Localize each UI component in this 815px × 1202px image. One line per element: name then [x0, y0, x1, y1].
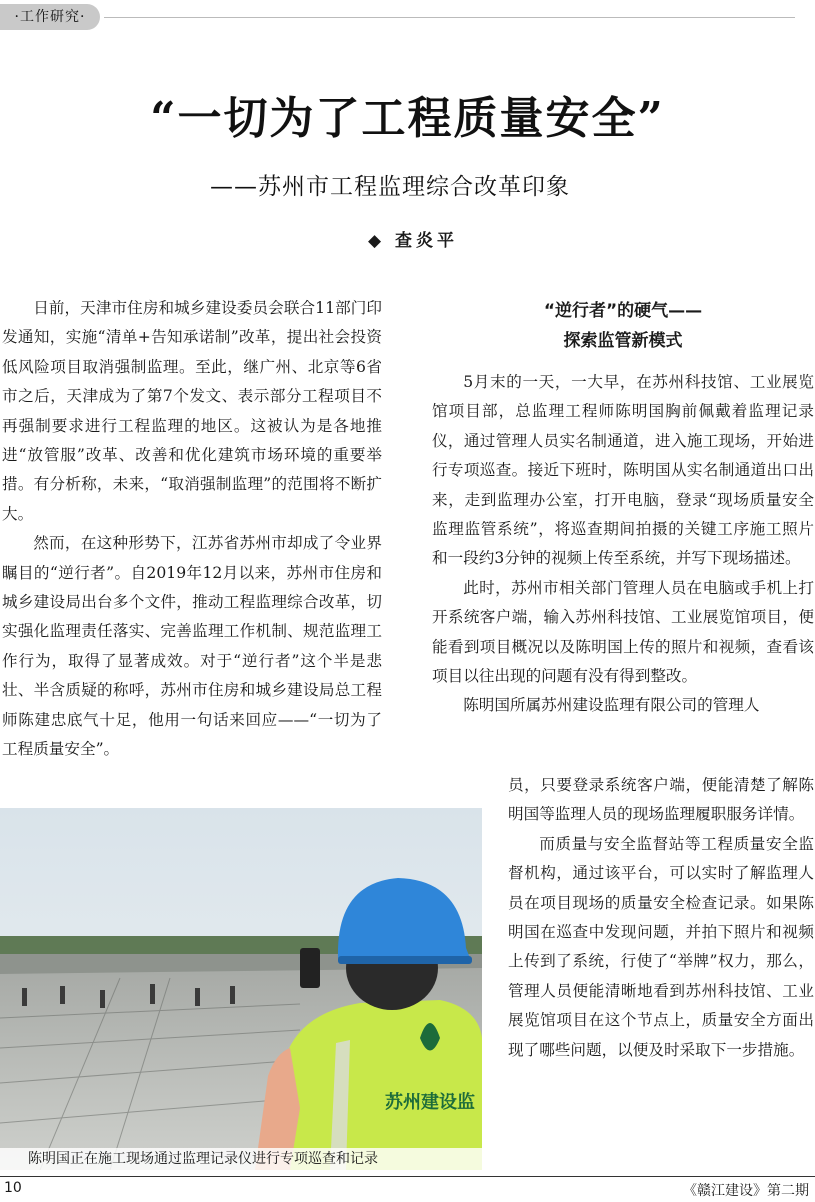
- page-number: 10: [4, 1180, 22, 1196]
- section-heading-line-1: “逆行者”的硬气——: [543, 301, 703, 321]
- article-subtitle: ——苏州市工程监理综合改革印象: [210, 174, 570, 200]
- section-tag: ·工作研究·: [0, 4, 100, 30]
- photo-illustration: [0, 808, 482, 1170]
- paragraph: 5月末的一天，一大早，在苏州科技馆、工业展览馆项目部，总监理工程师陈明国胸前佩戴着监理记录仪，通过管理人员实名制通道，进入施工现场，开始进行专项巡查。接近下班时，陈明国从实名制通道出口出来，走到监理办公室，打开电脑，登录“现场质量安全监理监管系统”，将巡查期间拍摄的关键工序施工照片和一段约3分钟的视频上传至系统，并写下现场描述。: [432, 373, 814, 568]
- vest-logo-text: 苏州建设监: [385, 1092, 475, 1113]
- header-rule: [104, 17, 795, 18]
- section-heading: [432, 296, 814, 356]
- paragraph: 日前，天津市住房和城乡建设委员会联合11部门印发通知，实施“清单+告知承诺制”改革，提出社会投资低风险项目取消强制监理。至此，继广州、北京等6省市之后，天津成为了第7个发文、表示部分工程项目不再强制要求进行工程监理的地区。这被认为是各地推进“放管服”改革、改善和优化建筑市场环境的重要举措。有分析称，未来，“取消强制监理”的范围将不断扩大。: [2, 299, 382, 523]
- paragraph: 而质量与安全监督站等工程质量安全监督机构，通过该平台，可以实时了解监理人员在项目现场的质量安全检查记录。如果陈明国在巡查中发现问题，并拍下照片和视频上传到了系统，行使了“举牌”权力，那么，管理人员便能清晰地看到苏州科技馆、工业展览馆项目在这个节点上，质量安全方面出现了哪些问题，以便及时采取下一步措施。: [508, 834, 814, 1059]
- photo-caption: 陈明国正在施工现场通过监理记录仪进行专项巡查和记录: [0, 1148, 482, 1170]
- site-photo: [0, 808, 482, 1170]
- author-byline: ◆ 查炎平: [368, 231, 458, 251]
- article-title: “一切为了工程质量安全”: [150, 93, 665, 144]
- helmet-brim: [338, 956, 472, 964]
- paragraph-lead: 陈明国所属苏州建设监理有限公司的管理人: [463, 696, 760, 715]
- paragraph: 员，只要登录系统客户端，便能清楚了解陈明国等监理人员的现场监理履职服务详情。: [508, 776, 814, 824]
- recorder-device-icon: [300, 948, 320, 988]
- paragraph: [432, 691, 814, 720]
- right-column-lower: [508, 771, 814, 1065]
- paragraph: 此时，苏州市相关部门管理人员在电脑或手机上打开系统客户端，输入苏州科技馆、工业展览馆项目，便能看到项目概况以及陈明国上传的照片和视频，查看该项目以往出现的问题有没有得到整改。: [432, 578, 814, 686]
- footer-rule: [0, 1176, 815, 1177]
- journal-name: 《赣江建设》第二期: [683, 1183, 809, 1199]
- left-column: [2, 294, 382, 765]
- paragraph: 然而，在这种形势下，江苏省苏州市却成了令业界瞩目的“逆行者”。自2019年12月以来，苏州市住房和城乡建设局出台多个文件，推动工程监理综合改革，切实强化监理责任落实、完善监理工作机制、规范监理工作行为，取得了显著成效。对于“逆行者”这个半是悲壮、半含质疑的称呼，苏州市住房和城乡建设局总工程师陈建忠底气十足，他用一句话来回应——“一切为了工程质量安全”。: [2, 534, 382, 759]
- right-column: [432, 368, 814, 721]
- section-heading-line-2: 探索监管新模式: [563, 331, 683, 351]
